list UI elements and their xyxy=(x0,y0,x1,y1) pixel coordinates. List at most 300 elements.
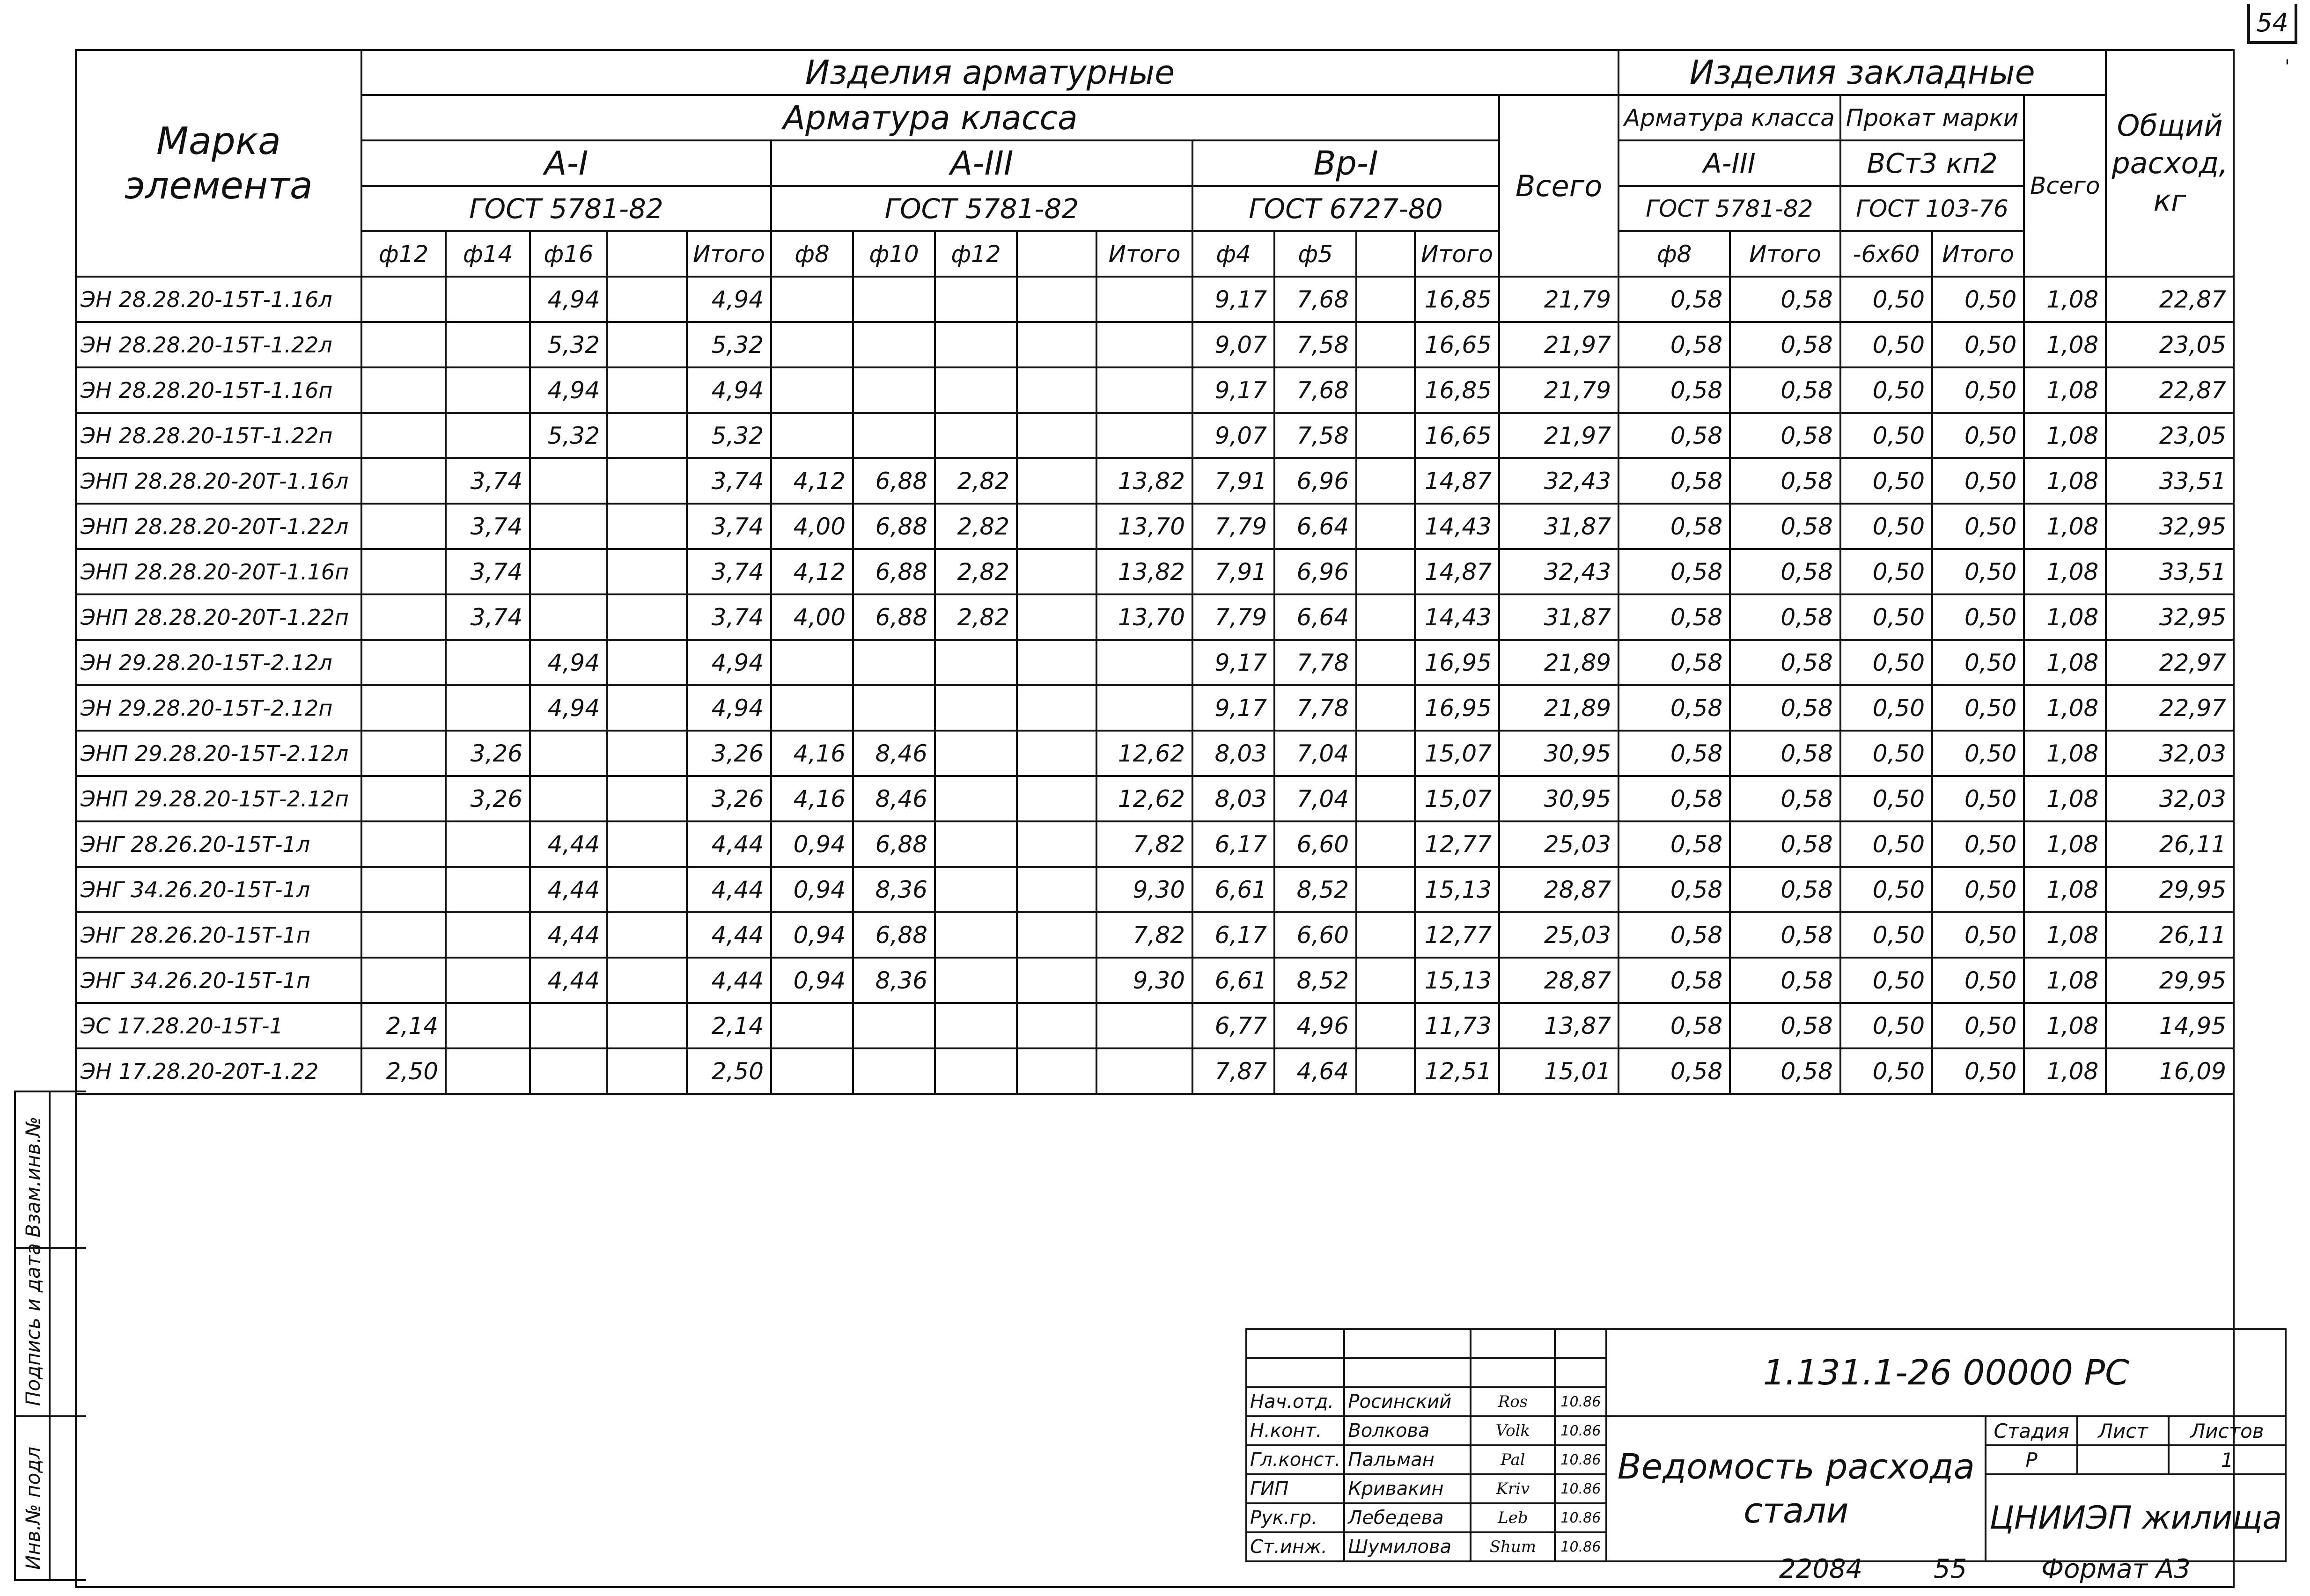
empty-cell xyxy=(1017,458,1096,504)
cell-z8: 0,58 xyxy=(1618,1048,1730,1094)
cell-c5: 6,60 xyxy=(1274,912,1356,958)
empty-cell xyxy=(607,1003,687,1048)
cell-a12 xyxy=(361,821,446,867)
cell-ci: 16,65 xyxy=(1415,322,1499,367)
cell-c4: 6,77 xyxy=(1192,1003,1274,1048)
cell-t: 32,95 xyxy=(2106,504,2234,549)
tb-empty xyxy=(1471,1329,1555,1358)
staff-signature: Ros xyxy=(1471,1387,1555,1416)
cell-ai: 4,44 xyxy=(687,912,771,958)
cell-ci: 12,77 xyxy=(1415,912,1499,958)
staff-name: Шумилова xyxy=(1344,1532,1471,1561)
cell-b8: 4,16 xyxy=(771,731,853,776)
cell-ci: 16,95 xyxy=(1415,640,1499,685)
cell-p: 0,50 xyxy=(1840,867,1932,912)
row-mark: ЭНП 29.28.20-15Т-2.12п xyxy=(76,776,361,821)
empty-cell xyxy=(1017,821,1096,867)
cell-zi: 0,58 xyxy=(1730,504,1840,549)
empty-cell xyxy=(607,912,687,958)
table-row xyxy=(76,640,2234,685)
cell-v: 28,87 xyxy=(1499,867,1618,912)
cell-pi: 0,50 xyxy=(1932,504,2024,549)
cell-b12: 2,82 xyxy=(935,458,1017,504)
cell-a14: 3,26 xyxy=(446,731,530,776)
header-vsego-2: Всего xyxy=(2024,95,2106,277)
header-d12: ф12 xyxy=(361,231,446,277)
empty-cell xyxy=(1356,640,1415,685)
row-mark: ЭНГ 28.26.20-15Т-1л xyxy=(76,821,361,867)
cell-b12 xyxy=(935,367,1017,413)
cell-c5: 7,78 xyxy=(1274,640,1356,685)
cell-b8: 4,16 xyxy=(771,776,853,821)
cell-a12 xyxy=(361,413,446,458)
header-d12-b: ф12 xyxy=(935,231,1017,277)
stadia-value: Р xyxy=(1986,1445,2077,1474)
cell-b12 xyxy=(935,1003,1017,1048)
cell-ai: 4,44 xyxy=(687,958,771,1003)
row-mark: ЭНП 28.28.20-20Т-1.22п xyxy=(76,594,361,640)
cell-bi: 12,62 xyxy=(1096,776,1192,821)
cell-t: 22,97 xyxy=(2106,640,2234,685)
cell-a12 xyxy=(361,367,446,413)
cell-ai: 2,14 xyxy=(687,1003,771,1048)
cell-zv: 1,08 xyxy=(2024,867,2106,912)
empty-cell xyxy=(1356,594,1415,640)
empty-cell xyxy=(1017,912,1096,958)
empty-cell xyxy=(1356,685,1415,731)
cell-a14: 3,74 xyxy=(446,549,530,594)
header-izdelia-zakladnye: Изделия закладные xyxy=(1618,50,2106,95)
empty-cell xyxy=(607,867,687,912)
cell-b12 xyxy=(935,776,1017,821)
cell-z8: 0,58 xyxy=(1618,322,1730,367)
cell-v: 15,01 xyxy=(1499,1048,1618,1094)
cell-a12 xyxy=(361,731,446,776)
staff-signature: Volk xyxy=(1471,1416,1555,1445)
header-vsego-1: Всего xyxy=(1499,95,1618,277)
side-label-inv: Инв.№ подл xyxy=(22,1446,44,1570)
cell-t: 29,95 xyxy=(2106,958,2234,1003)
cell-a16 xyxy=(530,594,607,640)
empty-cell xyxy=(607,549,687,594)
cell-pi: 0,50 xyxy=(1932,1003,2024,1048)
cell-zv: 1,08 xyxy=(2024,821,2106,867)
cell-v: 21,89 xyxy=(1499,685,1618,731)
cell-v: 25,03 xyxy=(1499,912,1618,958)
cell-p: 0,50 xyxy=(1840,549,1932,594)
table-row xyxy=(76,867,2234,912)
cell-b10: 8,36 xyxy=(853,958,935,1003)
header-empty xyxy=(1356,231,1415,277)
empty-cell xyxy=(1017,685,1096,731)
cell-bi: 13,70 xyxy=(1096,504,1192,549)
cell-a16: 4,44 xyxy=(530,867,607,912)
staff-role: Нач.отд. xyxy=(1246,1387,1344,1416)
cell-zi: 0,58 xyxy=(1730,277,1840,322)
empty-cell xyxy=(607,776,687,821)
cell-b8 xyxy=(771,322,853,367)
cell-p: 0,50 xyxy=(1840,458,1932,504)
list-label: Лист xyxy=(2077,1416,2169,1445)
cell-c5: 6,60 xyxy=(1274,821,1356,867)
cell-a16: 4,94 xyxy=(530,277,607,322)
cell-a16 xyxy=(530,776,607,821)
cell-zi: 0,58 xyxy=(1730,413,1840,458)
cell-a14 xyxy=(446,685,530,731)
cell-c4: 9,17 xyxy=(1192,640,1274,685)
header-d5: ф5 xyxy=(1274,231,1356,277)
cell-zi: 0,58 xyxy=(1730,458,1840,504)
staff-signature: Leb xyxy=(1471,1503,1555,1532)
header-d8: ф8 xyxy=(771,231,853,277)
cell-c4: 9,17 xyxy=(1192,367,1274,413)
cell-pi: 0,50 xyxy=(1932,594,2024,640)
cell-a16 xyxy=(530,458,607,504)
cell-a12 xyxy=(361,277,446,322)
cell-pi: 0,50 xyxy=(1932,1048,2024,1094)
cell-c5: 7,68 xyxy=(1274,277,1356,322)
cell-bi xyxy=(1096,685,1192,731)
staff-date: 10.86 xyxy=(1555,1416,1606,1445)
cell-v: 13,87 xyxy=(1499,1003,1618,1048)
cell-b8: 0,94 xyxy=(771,912,853,958)
table-row xyxy=(76,367,2234,413)
cell-bi: 9,30 xyxy=(1096,958,1192,1003)
header-class-a3: А-III xyxy=(771,140,1192,186)
cell-a16: 5,32 xyxy=(530,413,607,458)
cell-a12 xyxy=(361,685,446,731)
cell-a12 xyxy=(361,458,446,504)
empty-cell xyxy=(1356,912,1415,958)
cell-c4: 8,03 xyxy=(1192,776,1274,821)
cell-a16: 4,44 xyxy=(530,958,607,1003)
cell-b10: 6,88 xyxy=(853,821,935,867)
cell-c5: 4,64 xyxy=(1274,1048,1356,1094)
cell-t: 14,95 xyxy=(2106,1003,2234,1048)
cell-c4: 7,87 xyxy=(1192,1048,1274,1094)
cell-b8: 4,00 xyxy=(771,594,853,640)
cell-ai: 2,50 xyxy=(687,1048,771,1094)
empty-cell xyxy=(1017,776,1096,821)
cell-z8: 0,58 xyxy=(1618,413,1730,458)
cell-b8: 0,94 xyxy=(771,958,853,1003)
cell-pi: 0,50 xyxy=(1932,367,2024,413)
cell-b12 xyxy=(935,731,1017,776)
cell-c5: 7,78 xyxy=(1274,685,1356,731)
cell-zi: 0,58 xyxy=(1730,1003,1840,1048)
empty-cell xyxy=(1356,504,1415,549)
cell-c4: 6,17 xyxy=(1192,912,1274,958)
cell-ci: 16,95 xyxy=(1415,685,1499,731)
row-mark: ЭН 17.28.20-20Т-1.22 xyxy=(76,1048,361,1094)
staff-date: 10.86 xyxy=(1555,1387,1606,1416)
side-label-vzam: Взам.инв.№ xyxy=(22,1116,44,1237)
header-class-a3-z: А-III xyxy=(1618,140,1840,186)
cell-a16: 4,94 xyxy=(530,640,607,685)
row-mark: ЭН 28.28.20-15Т-1.22п xyxy=(76,413,361,458)
row-mark: ЭНП 28.28.20-20Т-1.16п xyxy=(76,549,361,594)
cell-a14 xyxy=(446,413,530,458)
cell-zi: 0,58 xyxy=(1730,322,1840,367)
cell-a14 xyxy=(446,277,530,322)
cell-p: 0,50 xyxy=(1840,821,1932,867)
cell-bi xyxy=(1096,640,1192,685)
empty-cell xyxy=(607,367,687,413)
header-d10: ф10 xyxy=(853,231,935,277)
cell-a14 xyxy=(446,912,530,958)
cell-a12 xyxy=(361,867,446,912)
empty-cell xyxy=(607,958,687,1003)
cell-v: 21,97 xyxy=(1499,413,1618,458)
row-mark: ЭНГ 34.26.20-15Т-1п xyxy=(76,958,361,1003)
cell-z8: 0,58 xyxy=(1618,277,1730,322)
cell-pi: 0,50 xyxy=(1932,413,2024,458)
table-row xyxy=(76,413,2234,458)
table-row xyxy=(76,776,2234,821)
cell-b10: 8,46 xyxy=(853,731,935,776)
empty-cell xyxy=(1017,277,1096,322)
cell-a12: 2,14 xyxy=(361,1003,446,1048)
cell-a16: 4,44 xyxy=(530,912,607,958)
staff-date: 10.86 xyxy=(1555,1445,1606,1474)
cell-c5: 4,96 xyxy=(1274,1003,1356,1048)
cell-c5: 8,52 xyxy=(1274,867,1356,912)
cell-c4: 9,17 xyxy=(1192,277,1274,322)
table-row xyxy=(76,322,2234,367)
header-itogo-3: Итого xyxy=(1415,231,1499,277)
header-empty xyxy=(607,231,687,277)
cell-a16 xyxy=(530,549,607,594)
stadia-label: Стадия xyxy=(1986,1416,2077,1445)
cell-a16 xyxy=(530,1048,607,1094)
header-class-a1: А-I xyxy=(361,140,771,186)
cell-a12 xyxy=(361,958,446,1003)
cell-b10: 6,88 xyxy=(853,594,935,640)
header-itogo-4: Итого xyxy=(1730,231,1840,277)
staff-role: Рук.гр. xyxy=(1246,1503,1344,1532)
cell-a14 xyxy=(446,367,530,413)
cell-c5: 7,58 xyxy=(1274,322,1356,367)
cell-v: 30,95 xyxy=(1499,731,1618,776)
doc-code: 1.131.1-26 00000 РС xyxy=(1606,1329,2286,1416)
cell-pi: 0,50 xyxy=(1932,322,2024,367)
cell-b12 xyxy=(935,912,1017,958)
staff-signature: Kriv xyxy=(1471,1474,1555,1503)
cell-bi: 12,62 xyxy=(1096,731,1192,776)
cell-pi: 0,50 xyxy=(1932,549,2024,594)
cell-ci: 14,87 xyxy=(1415,549,1499,594)
cell-bi xyxy=(1096,413,1192,458)
empty-cell xyxy=(1356,958,1415,1003)
cell-bi xyxy=(1096,277,1192,322)
cell-zi: 0,58 xyxy=(1730,958,1840,1003)
empty-cell xyxy=(1017,322,1096,367)
cell-b12 xyxy=(935,821,1017,867)
cell-b10: 6,88 xyxy=(853,912,935,958)
staff-name: Лебедева xyxy=(1344,1503,1471,1532)
cell-b10 xyxy=(853,1048,935,1094)
empty-cell xyxy=(1356,277,1415,322)
staff-date: 10.86 xyxy=(1555,1503,1606,1532)
cell-z8: 0,58 xyxy=(1618,912,1730,958)
cell-z8: 0,58 xyxy=(1618,776,1730,821)
tb-empty xyxy=(1246,1358,1344,1387)
cell-ai: 3,26 xyxy=(687,731,771,776)
cell-a16: 4,94 xyxy=(530,367,607,413)
cell-t: 32,03 xyxy=(2106,731,2234,776)
cell-c5: 7,68 xyxy=(1274,367,1356,413)
cell-a12 xyxy=(361,594,446,640)
cell-b8 xyxy=(771,367,853,413)
row-mark: ЭН 28.28.20-15Т-1.22л xyxy=(76,322,361,367)
empty-cell xyxy=(1017,367,1096,413)
cell-b12 xyxy=(935,322,1017,367)
cell-ai: 4,94 xyxy=(687,685,771,731)
row-mark: ЭН 28.28.20-15Т-1.16л xyxy=(76,277,361,322)
cell-b8 xyxy=(771,1048,853,1094)
empty-cell xyxy=(1017,1048,1096,1094)
cell-ai: 4,94 xyxy=(687,367,771,413)
cell-ai: 3,74 xyxy=(687,504,771,549)
cell-c4: 6,61 xyxy=(1192,867,1274,912)
tb-empty xyxy=(1471,1358,1555,1387)
cell-z8: 0,58 xyxy=(1618,594,1730,640)
cell-ai: 3,74 xyxy=(687,458,771,504)
staff-date: 10.86 xyxy=(1555,1532,1606,1561)
header-d14: ф14 xyxy=(446,231,530,277)
empty-cell xyxy=(607,594,687,640)
cell-b12: 2,82 xyxy=(935,594,1017,640)
staff-name: Кривакин xyxy=(1344,1474,1471,1503)
cell-zi: 0,58 xyxy=(1730,685,1840,731)
cell-a16: 5,32 xyxy=(530,322,607,367)
format-label: Формат А3 xyxy=(2041,1554,2191,1584)
cell-zv: 1,08 xyxy=(2024,1048,2106,1094)
cell-bi: 7,82 xyxy=(1096,912,1192,958)
cell-b12 xyxy=(935,685,1017,731)
header-izdelia-armaturnye: Изделия арматурные xyxy=(361,50,1618,95)
empty-cell xyxy=(1017,731,1096,776)
header-armatura-klassa: Арматура класса xyxy=(361,95,1499,140)
cell-t: 22,87 xyxy=(2106,367,2234,413)
cell-ai: 5,32 xyxy=(687,322,771,367)
cell-t: 16,09 xyxy=(2106,1048,2234,1094)
cell-ci: 15,07 xyxy=(1415,776,1499,821)
cell-a12: 2,50 xyxy=(361,1048,446,1094)
cell-zv: 1,08 xyxy=(2024,322,2106,367)
cell-ci: 16,65 xyxy=(1415,413,1499,458)
tb-empty xyxy=(1555,1329,1606,1358)
cell-zv: 1,08 xyxy=(2024,958,2106,1003)
cell-b8: 0,94 xyxy=(771,867,853,912)
header-empty xyxy=(1017,231,1096,277)
cell-a14 xyxy=(446,958,530,1003)
side-label-podpis: Подпись и дата xyxy=(22,1243,44,1406)
cell-t: 26,11 xyxy=(2106,912,2234,958)
staff-role: ГИП xyxy=(1246,1474,1344,1503)
cell-b10 xyxy=(853,1003,935,1048)
cell-b8 xyxy=(771,1003,853,1048)
cell-p: 0,50 xyxy=(1840,367,1932,413)
cell-a16: 4,94 xyxy=(530,685,607,731)
cell-v: 31,87 xyxy=(1499,594,1618,640)
cell-t: 32,03 xyxy=(2106,776,2234,821)
cell-b8 xyxy=(771,413,853,458)
cell-p: 0,50 xyxy=(1840,731,1932,776)
cell-p: 0,50 xyxy=(1840,685,1932,731)
listov-label: Листов xyxy=(2169,1416,2286,1445)
cell-a12 xyxy=(361,776,446,821)
cell-v: 31,87 xyxy=(1499,504,1618,549)
cell-p: 0,50 xyxy=(1840,1003,1932,1048)
cell-z8: 0,58 xyxy=(1618,549,1730,594)
cell-ai: 4,94 xyxy=(687,277,771,322)
cell-b12 xyxy=(935,958,1017,1003)
cell-a16 xyxy=(530,1003,607,1048)
cell-t: 23,05 xyxy=(2106,413,2234,458)
list-value xyxy=(2077,1445,2169,1474)
header-profile: -6х60 xyxy=(1840,231,1932,277)
cell-b10: 6,88 xyxy=(853,549,935,594)
cell-zv: 1,08 xyxy=(2024,504,2106,549)
cell-ci: 16,85 xyxy=(1415,367,1499,413)
empty-cell xyxy=(1017,504,1096,549)
cell-pi: 0,50 xyxy=(1932,867,2024,912)
staff-signature: Pal xyxy=(1471,1445,1555,1474)
cell-c5: 6,96 xyxy=(1274,549,1356,594)
header-gost-103: ГОСТ 103-76 xyxy=(1840,186,2024,231)
cell-ci: 12,51 xyxy=(1415,1048,1499,1094)
cell-ci: 14,87 xyxy=(1415,458,1499,504)
cell-ai: 4,94 xyxy=(687,640,771,685)
cell-b8 xyxy=(771,277,853,322)
row-mark: ЭН 29.28.20-15Т-2.12п xyxy=(76,685,361,731)
cell-a14: 3,26 xyxy=(446,776,530,821)
cell-z8: 0,58 xyxy=(1618,958,1730,1003)
cell-ci: 14,43 xyxy=(1415,594,1499,640)
cell-b12: 2,82 xyxy=(935,504,1017,549)
cell-ai: 5,32 xyxy=(687,413,771,458)
cell-c5: 7,04 xyxy=(1274,731,1356,776)
cell-a14: 3,74 xyxy=(446,594,530,640)
cell-zi: 0,58 xyxy=(1730,821,1840,867)
empty-cell xyxy=(1356,821,1415,867)
header-obshiy-rashod: Общий расход, кг xyxy=(2106,50,2234,277)
row-mark: ЭНП 28.28.20-20Т-1.16л xyxy=(76,458,361,504)
header-d4: ф4 xyxy=(1192,231,1274,277)
cell-zi: 0,58 xyxy=(1730,912,1840,958)
cell-z8: 0,58 xyxy=(1618,640,1730,685)
cell-zi: 0,58 xyxy=(1730,731,1840,776)
cell-pi: 0,50 xyxy=(1932,458,2024,504)
cell-a12 xyxy=(361,504,446,549)
cell-a14 xyxy=(446,1048,530,1094)
cell-z8: 0,58 xyxy=(1618,731,1730,776)
row-mark: ЭНГ 28.26.20-15Т-1п xyxy=(76,912,361,958)
tb-empty xyxy=(1555,1358,1606,1387)
row-mark: ЭН 28.28.20-15Т-1.16п xyxy=(76,367,361,413)
side-stamp xyxy=(14,1091,86,1581)
cell-t: 33,51 xyxy=(2106,549,2234,594)
empty-cell xyxy=(1017,958,1096,1003)
empty-cell xyxy=(1017,549,1096,594)
empty-cell xyxy=(1356,367,1415,413)
header-d8-z: ф8 xyxy=(1618,231,1730,277)
cell-b8: 0,94 xyxy=(771,821,853,867)
cell-bi: 13,70 xyxy=(1096,594,1192,640)
cell-a16 xyxy=(530,504,607,549)
cell-bi xyxy=(1096,367,1192,413)
